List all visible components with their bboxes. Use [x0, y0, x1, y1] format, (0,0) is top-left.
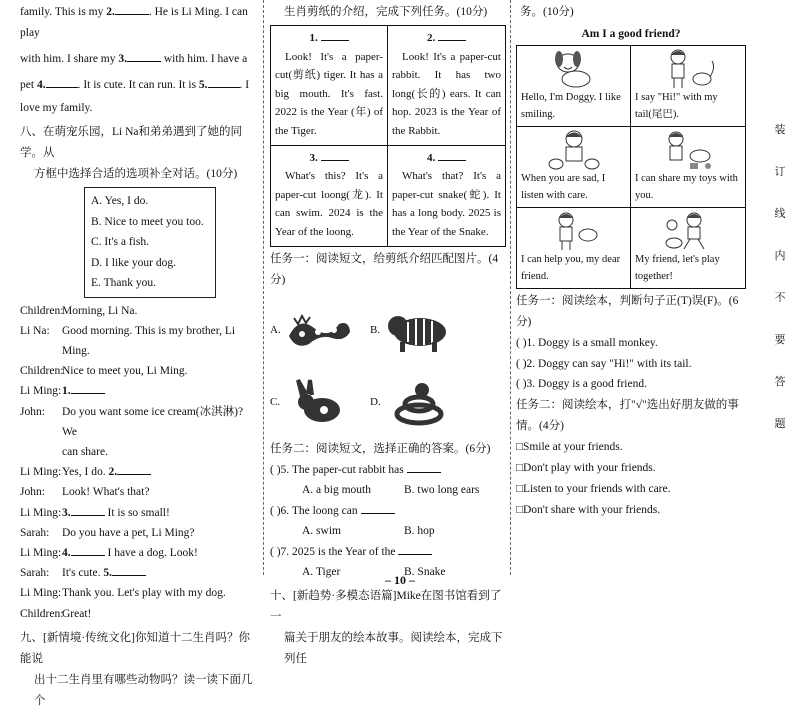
papercut-cell: 3. What's this? It's a paper-cut loong(龙). It can swim. 2024 is the Year of the loong.	[271, 146, 388, 246]
answer-bracket[interactable]: (	[270, 545, 277, 558]
sad-girl-illustration	[546, 130, 602, 170]
choice-row	[270, 480, 506, 501]
utterance: Nice to meet you, Li Ming.	[62, 365, 188, 378]
question	[270, 501, 506, 522]
choice-a[interactable]: A. swim	[302, 525, 341, 538]
answer-bracket[interactable]: (	[516, 337, 523, 349]
dialogue-text	[62, 361, 260, 381]
binding-char: 不	[774, 292, 786, 304]
utterance: can share.	[62, 445, 108, 458]
utterance: Thank you. Let's play with my dog.	[62, 587, 226, 600]
girl-and-doggy-illustration	[660, 49, 716, 89]
utterance: Do you want some ice cream(冰淇淋)? We	[62, 405, 244, 438]
dialogue-line	[20, 543, 260, 563]
doggy-smiling-illustration	[546, 49, 602, 89]
dialogue-text	[62, 442, 260, 462]
speaker: Li Ming:	[20, 506, 62, 519]
speaker: Li Ming:	[20, 587, 62, 600]
choice-b[interactable]: B. Snake	[404, 566, 446, 579]
section-8-title: 八、在萌宠乐园，Li Na和弟弟遇到了她的同学。从	[20, 126, 243, 159]
right-column	[516, 0, 746, 521]
checkbox[interactable]: □	[516, 482, 523, 495]
papercut-images-row-2: C. D.	[270, 367, 506, 437]
blank-number: 2.	[108, 466, 118, 479]
tf-item	[516, 354, 746, 375]
answer-blank[interactable]	[361, 501, 395, 514]
papercut-cell: 4. What's that? It's a paper-cut snake(蛇). It has a long body. 2025 is the Year of the Snake.	[388, 146, 505, 246]
column-divider	[263, 0, 264, 575]
dialogue-text	[62, 301, 260, 321]
blank-number: 4.	[62, 546, 71, 559]
sharing-toys-illustration	[660, 130, 716, 170]
blank-number: 3.	[62, 506, 71, 519]
dialogue-line	[20, 381, 260, 401]
papercut-loong-image[interactable]	[284, 306, 354, 354]
answer-blank[interactable]	[438, 148, 466, 161]
dialogue-line	[20, 482, 260, 502]
dialogue-text	[62, 402, 260, 442]
answer-blank[interactable]	[71, 503, 105, 516]
story-panel: I can share my toys with you.	[631, 127, 745, 208]
story-panel: I say "Hi!" with my tail(尾巴).	[631, 46, 745, 127]
answer-bracket[interactable]: (	[270, 463, 277, 476]
dialogue-text	[62, 503, 260, 523]
check-text: Don't play with your friends.	[522, 461, 656, 474]
task-2-title: 任务二：阅读短文，选择正确的答案。(6分)	[270, 442, 491, 455]
utterance: Great!	[62, 607, 92, 620]
speaker: Sarah:	[20, 526, 50, 539]
left-column	[20, 0, 260, 712]
binding-char: 内	[774, 250, 786, 262]
check-item	[516, 479, 746, 500]
section-8-title: 方框中选择合适的选项补全对话。(10分)	[34, 168, 238, 180]
binding-char: 答	[774, 376, 786, 388]
speaker: Children:	[20, 365, 64, 378]
middle-column	[270, 0, 506, 670]
papercut-table	[270, 25, 506, 247]
check-item	[516, 437, 746, 458]
section-9-lead: 生肖剪纸的介绍，完成下列任务。(10分)	[284, 6, 488, 18]
checkbox[interactable]: □	[516, 503, 523, 516]
dialogue-text	[62, 604, 260, 624]
check-text: Don't share with your friends.	[522, 503, 661, 516]
section-10-title: 篇关于朋友的绘本故事。阅读绘本，完成下列任	[284, 631, 503, 665]
answer-bracket[interactable]: (	[516, 357, 523, 370]
answer-blank[interactable]	[71, 543, 105, 556]
section-10-title: 十、[新趋势·多模态语篇]Mike在图书馆看到了一	[270, 589, 502, 623]
story-title: Am I a good friend?	[581, 28, 681, 40]
story-panel: My friend, let's play together!	[631, 208, 745, 288]
choice-a[interactable]: A. Tiger	[302, 566, 341, 579]
dialogue-text	[62, 321, 260, 361]
speaker: Li Ming:	[20, 546, 62, 559]
choice-a[interactable]: A. a big mouth	[302, 484, 371, 497]
story-panel: I can help you, my dear friend.	[517, 208, 631, 288]
intro-line: pet 4. . It is cute. It can run. It is 5. . I	[20, 75, 260, 96]
binding-char: 线	[774, 208, 786, 220]
dialogue-line	[20, 462, 260, 482]
answer-blank[interactable]	[321, 28, 349, 41]
dialogue-line	[20, 361, 260, 381]
check-item	[516, 500, 746, 521]
choice-b[interactable]: B. two long ears	[404, 484, 480, 497]
answer-blank[interactable]	[438, 28, 466, 41]
utterance: Morning, Li Na.	[62, 304, 138, 317]
check-text: Listen to your friends with care.	[522, 482, 671, 495]
speaker: Children:	[20, 304, 64, 317]
answer-blank[interactable]	[208, 75, 240, 88]
helping-friend-illustration	[546, 211, 602, 251]
option: E. Thank you.	[91, 277, 156, 289]
answer-blank[interactable]	[46, 75, 78, 88]
binding-char: 要	[774, 334, 786, 346]
question-text: )6. The loong can	[276, 504, 361, 517]
option: A. Yes, I do.	[91, 195, 149, 207]
intro-line: love my family.	[20, 102, 93, 114]
speaker: Sarah:	[20, 567, 50, 580]
binding-char: 题	[774, 418, 786, 430]
check-item	[516, 458, 746, 479]
dialogue-text	[62, 543, 260, 563]
option: D. I like your dog.	[91, 256, 176, 269]
option: B. Nice to meet you too.	[91, 215, 204, 228]
speaker	[20, 442, 62, 462]
dialogue-line	[20, 402, 260, 442]
answer-bracket[interactable]: (	[270, 504, 277, 517]
column-divider	[510, 0, 511, 575]
utterance: Look! What's that?	[62, 486, 150, 499]
utterance: Good morning. This is my brother, Li Ming.	[62, 324, 236, 357]
speaker: Li Na:	[20, 324, 50, 337]
papercut-tiger-image[interactable]	[384, 306, 454, 354]
answer-blank[interactable]	[71, 381, 105, 394]
playing-together-illustration	[660, 211, 716, 251]
question-text: )5. The paper-cut rabbit has	[276, 463, 407, 476]
binding-char: 订	[774, 166, 786, 178]
blank-number: 5.	[103, 567, 112, 580]
utterance: Do you have a pet, Li Ming?	[62, 526, 195, 539]
checkbox[interactable]: □	[516, 440, 523, 453]
question-text: )7. 2025 is the Year of the	[276, 545, 399, 558]
papercut-rabbit-image[interactable]	[284, 378, 354, 426]
choice-row	[270, 521, 506, 542]
page-number: – 10 –	[385, 573, 415, 587]
dialogue-text	[62, 462, 260, 482]
dialogue-text	[62, 523, 260, 543]
answer-blank[interactable]	[321, 148, 349, 161]
tf-item	[516, 333, 746, 354]
picture-book	[516, 45, 746, 289]
papercut-images-row-1: A. B.	[270, 295, 506, 365]
story-panel: Hello, I'm Doggy. I like smiling.	[517, 46, 631, 127]
choice-b[interactable]: B. hop	[404, 525, 435, 538]
blank-number: 1.	[62, 385, 71, 398]
dialogue-line	[20, 604, 260, 624]
speaker: Li Ming:	[20, 466, 62, 479]
story-panel: When you are sad, I listen with care.	[517, 127, 631, 208]
task-1-title: 任务一：阅读短文，给剪纸介绍匹配图片。(4分)	[270, 252, 499, 286]
binding-margin-note	[773, 120, 787, 456]
papercut-cell: 2. Look! It's a paper-cut rabbit. It has two long(长的) ears. It can hop. 2023 is the Year of the Rabbit.	[388, 26, 505, 146]
tf-text: )2. Doggy can say "Hi!" with its tail.	[522, 357, 692, 370]
speaker: John:	[20, 486, 45, 499]
multiple-choice	[270, 460, 506, 583]
question	[270, 542, 506, 563]
answer-blank[interactable]	[407, 460, 441, 473]
section-9-title: 九、[新情境·传统文化]你知道十二生肖吗？你能说	[20, 631, 250, 665]
utterance: I have a dog. Look!	[104, 546, 198, 559]
checkbox[interactable]: □	[516, 461, 523, 474]
tf-text: )3. Doggy is a good friend.	[522, 378, 647, 390]
papercut-cell: 1. Look! It's a paper-cut(剪纸) tiger. It has a big mouth. It's fast. 2022 is the Year (年) of the Tiger.	[271, 26, 388, 146]
answer-bracket[interactable]: (	[516, 378, 523, 390]
dialogue-line	[20, 503, 260, 523]
binding-char: 装	[774, 124, 786, 136]
dialogue-line	[20, 442, 260, 462]
checkbox-list	[516, 437, 746, 521]
intro-line: with him. I share my 3. with him. I have a	[20, 49, 260, 70]
dialogue-line	[20, 523, 260, 543]
utterance: Yes, I do.	[62, 466, 109, 479]
papercut-snake-image[interactable]	[384, 378, 454, 426]
intro-line: family. This is my 2. . He is Li Ming. I can play	[20, 2, 260, 44]
answer-blank[interactable]	[127, 49, 161, 62]
section-9-title: 出十二生肖里有哪些动物吗？读一读下面几个	[34, 673, 253, 707]
dialogue-text	[62, 482, 260, 502]
section-10-lead: 务。(10分)	[520, 6, 574, 18]
utterance: It is so small!	[104, 506, 170, 519]
check-text: Smile at your friends.	[522, 440, 623, 453]
speaker: Li Ming:	[20, 385, 62, 398]
dialogue-text	[62, 381, 260, 401]
dialogue-line	[20, 321, 260, 361]
speaker: John:	[20, 405, 45, 418]
task-2-title: 任务二：阅读绘本，打"√"选出好朋友做的事情。(4分)	[516, 398, 739, 432]
true-false-list	[516, 333, 746, 395]
answer-blank[interactable]	[117, 462, 151, 475]
answer-blank[interactable]	[398, 542, 432, 555]
tf-text: )1. Doggy is a small monkey.	[522, 337, 658, 349]
utterance: It's cute.	[62, 567, 104, 580]
task-1-title: 任务一：阅读绘本，判断句子正(T)误(F)。(6分)	[516, 295, 739, 328]
option: C. It's a fish.	[91, 236, 149, 248]
dialogue-line	[20, 301, 260, 321]
speaker: Children:	[20, 607, 64, 620]
answer-blank[interactable]	[115, 2, 149, 15]
tf-item	[516, 374, 746, 395]
options-box	[84, 187, 216, 298]
question	[270, 460, 506, 481]
